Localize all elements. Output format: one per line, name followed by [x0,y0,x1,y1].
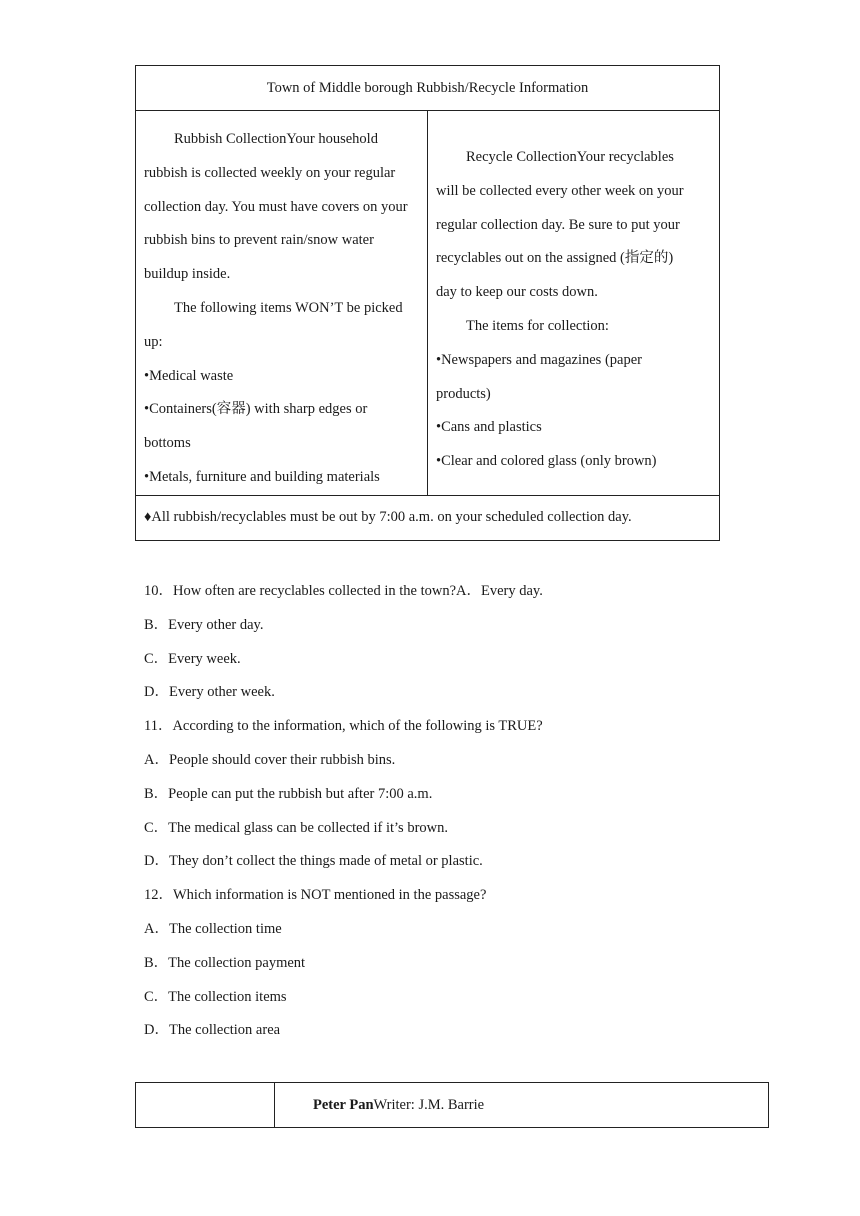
not-picked-item: bottoms [144,435,191,452]
recycle-item: •Cans and plastics [436,419,542,436]
not-picked-item: •Medical waste [144,367,234,384]
question-11: 11．According to the information, which of the following is TRUE? [144,718,543,735]
rubbish-intro-line-3: collection day. You must have covers on your [144,198,408,215]
recycle-intro-line-1: Recycle CollectionYour recyclables [466,149,674,165]
recycle-item: •Newspapers and magazines (paper [436,351,642,368]
option-10-c: C．Every week. [144,650,241,667]
option-12-c: C．The collection items [144,988,287,1005]
option-11-b: B．People can put the rubbish but after 7:00 a.m. [144,785,433,802]
not-picked-item: •Metals, furniture and building materials [144,468,380,485]
recycle-intro-line-2: will be collected every other week on your [436,182,684,199]
rubbish-intro-line-2: rubbish is collected weekly on your regular [144,164,396,181]
book-title-cell [275,1083,769,1128]
option-10-b: B．Every other day. [144,616,264,633]
question-12: 12．Which information is NOT mentioned in the passage? [144,887,487,904]
book-writer: Writer: J.M. Barrie [373,1096,485,1113]
option-10-d: D．Every other week. [144,684,275,701]
recycle-item: •Clear and colored glass (only brown) [436,453,657,470]
rubbish-intro-line-1: Rubbish CollectionYour household [174,131,378,147]
rubbish-intro-line-5: buildup inside. [144,266,231,283]
rubbish-info-table [135,65,720,541]
recycle-intro-line-4: recyclables out on the assigned (指定的) [436,250,674,267]
question-list [144,575,543,1048]
option-12-d: D．The collection area [144,1022,281,1039]
question-10: 10．How often are recyclables collected in the town?A．Every day. [144,583,543,599]
option-11-c: C．The medical glass can be collected if it’s brown. [144,819,449,836]
rubbish-collection-cell [136,111,428,496]
collection-deadline-note: ♦All rubbish/recyclables must be out by 7:00 a.m. on your scheduled collection day. [136,495,720,540]
book-title: Peter Pan [313,1096,374,1113]
recycle-item: products) [436,385,491,402]
recycle-collection-cell [428,111,720,496]
option-12-a: A．The collection time [144,920,282,937]
table-title: Town of Middle borough Rubbish/Recycle Information [136,66,720,111]
not-picked-line-2: up: [144,333,163,350]
recycle-intro-line-5: day to keep our costs down. [436,284,598,301]
book-empty-cell [136,1083,275,1128]
not-picked-item: •Containers(容器) with sharp edges or [144,401,368,418]
option-11-a: A．People should cover their rubbish bins. [144,751,396,768]
book-info-table [135,1082,769,1128]
recycle-items-heading: The items for collection: [466,317,609,334]
rubbish-intro-line-4: rubbish bins to prevent rain/snow water [144,232,374,249]
option-11-d: D．They don’t collect the things made of metal or plastic. [144,853,483,870]
recycle-intro-line-3: regular collection day. Be sure to put your [436,216,680,233]
option-12-b: B．The collection payment [144,954,306,971]
not-picked-line-1: The following items WON’T be picked [174,299,403,316]
